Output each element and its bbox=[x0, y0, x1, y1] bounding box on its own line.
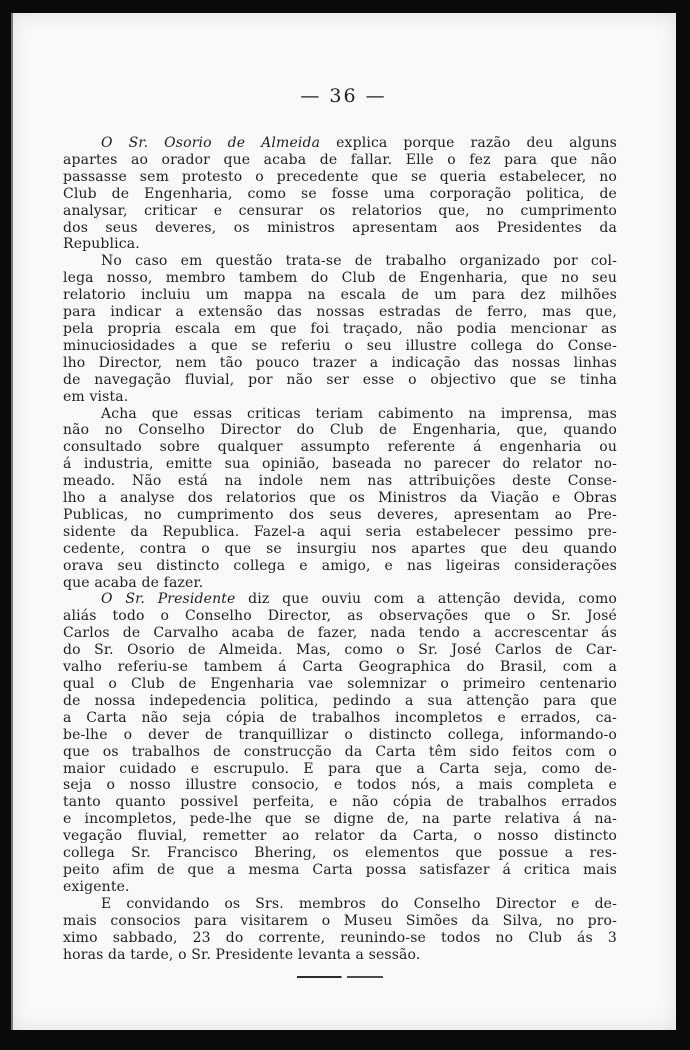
text-line: que os trabalhos de construcção da Carta têm sido feitos com o bbox=[63, 743, 617, 760]
text-line: cedente, contra o que se insurgiu nos apartes que deu quando bbox=[63, 540, 617, 557]
text-line: minuciosidades a que se referiu o seu illustre collega do Conse- bbox=[63, 337, 617, 354]
paragraph bbox=[63, 896, 617, 964]
text-line: Carlos de Carvalho acaba de fazer, nada tendo a accrescentar ás bbox=[63, 625, 617, 642]
text-line: pela propria escala em que foi traçado, não podia mencionar as bbox=[63, 320, 617, 337]
text-line: qual o Club de Engenharia vae solemnizar o primeiro centenario bbox=[63, 676, 617, 692]
text-line: passasse sem protesto o precedente que se queria estabelecer, no bbox=[63, 168, 617, 185]
text-line: Club de Engenharia, como se fosse uma corporação politica, de bbox=[63, 185, 617, 202]
text-line: e incompletos, pede-lhe que se digne de, na parte relativa á na- bbox=[63, 811, 617, 828]
text-line: relatorio incluiu um mappa na escala de um para dez milhões bbox=[63, 287, 617, 304]
text-line: consultado sobre qualquer assumpto referente á engenharia ou bbox=[63, 439, 617, 456]
text-line: lho a analyse dos relatorios que os Ministros da Viação e Obras bbox=[63, 490, 617, 507]
paragraph bbox=[63, 591, 617, 895]
text-line: horas da tarde, o Sr. Presidente levanta a sessão. bbox=[63, 946, 421, 963]
text-line: valho referiu-se tambem á Carta Geographica do Brasil, com a bbox=[63, 659, 617, 676]
text-line: de navegação fluvial, por não ser esse o objectivo que se tinha bbox=[63, 371, 617, 388]
text-line: em vista. bbox=[63, 388, 129, 405]
text-line: maior cuidado e escrupulo. E para que a Carta seja, como de- bbox=[63, 760, 617, 777]
text-line: á industria, emitte sua opinião, baseada no parecer do relator no- bbox=[63, 456, 617, 473]
text-line: de nossa indepedencia politica, pedindo a sua attenção para que bbox=[63, 692, 617, 709]
paragraph bbox=[63, 406, 617, 592]
text-line: tanto quanto possivel perfeita, e não cópia de trabalhos errados bbox=[63, 794, 617, 811]
document-page bbox=[11, 13, 676, 1030]
text-line: não no Conselho Director do Club de Engenharia, que, quando bbox=[63, 422, 617, 439]
text-line: para indicar a extensão das nossas estradas de ferro, mas que, bbox=[63, 304, 617, 321]
text-line: vegação fluvial, remetter ao relator da Carta, o nosso distincto bbox=[63, 828, 617, 845]
text-line: O Sr. Osorio de Almeida explica porque razão deu alguns bbox=[101, 135, 617, 151]
text-line: lho Director, nem tão pouco trazer a indicação das nossas linhas bbox=[63, 354, 617, 371]
text-line: apartes ao orador que acaba de fallar. Elle o fez para que não bbox=[63, 151, 617, 168]
text-line: ximo sabbado, 23 do corrente, reunindo-se todos no Club ás 3 bbox=[63, 929, 617, 946]
text-line: lega nosso, membro tambem do Club de Engenharia, que no seu bbox=[63, 270, 617, 287]
text-line: analysar, criticar e censurar os relatorios que, no cumprimento bbox=[63, 202, 617, 219]
text-line: peito afim de que a mesma Carta possa satisfazer á critica mais bbox=[63, 861, 617, 878]
text-line: Publicas, no cumprimento dos seus deveres, apresentam ao Pre- bbox=[63, 506, 617, 523]
text-line: No caso em questão trata-se de trabalho organizado por col- bbox=[101, 253, 617, 270]
page-number: — 36 — bbox=[300, 85, 387, 107]
text-line: do Sr. Osorio de Almeida. Mas, como o Sr. José Carlos de Car- bbox=[63, 642, 617, 659]
text-line: seja o nosso illustre consocio, e todos nós, a mais completa e bbox=[63, 777, 617, 794]
text-line: collega Sr. Francisco Bhering, os elementos que possue a res- bbox=[63, 845, 617, 862]
text-line: orava seu distincto collega e amigo, e nas ligeiras considerações bbox=[63, 557, 617, 574]
text-line: que acaba de fazer. bbox=[63, 574, 204, 591]
text-line: a Carta não seja cópia de trabalhos incompletos e errados, ca- bbox=[63, 709, 617, 726]
text-line: O Sr. Presidente diz que ouviu com a attenção devida, como bbox=[101, 591, 617, 608]
text-line: aliás todo o Conselho Director, as observações que o Sr. José bbox=[63, 608, 617, 625]
paragraph bbox=[63, 135, 617, 253]
text-line: dos seus deveres, os ministros apresentam aos Presidentes da bbox=[63, 219, 617, 236]
text-column bbox=[63, 135, 617, 978]
text-line: sidente da Republica. Fazel-a aqui seria estabelecer pessimo pre- bbox=[63, 523, 617, 540]
text-line: Republica. bbox=[63, 236, 140, 253]
speaker-name: O Sr. Osorio de Almeida bbox=[101, 135, 321, 151]
text-line: Acha que essas criticas teriam cabimento na imprensa, mas bbox=[101, 405, 617, 422]
paragraph bbox=[63, 253, 617, 405]
text-line: be-lhe o dever de tranquillizar o distincto collega, informando-o bbox=[63, 726, 617, 743]
text-line: mais consocios para visitarem o Museu Simões da Silva, no pro- bbox=[63, 912, 617, 929]
text-line: exigente. bbox=[63, 878, 130, 895]
section-end-divider bbox=[297, 976, 383, 978]
text-line: meado. Não está na indole nem nas attribuições deste Conse- bbox=[63, 473, 617, 490]
text-line: E convidando os Srs. membros do Conselho Director e de- bbox=[101, 895, 617, 912]
speaker-name: O Sr. Presidente bbox=[101, 591, 236, 608]
